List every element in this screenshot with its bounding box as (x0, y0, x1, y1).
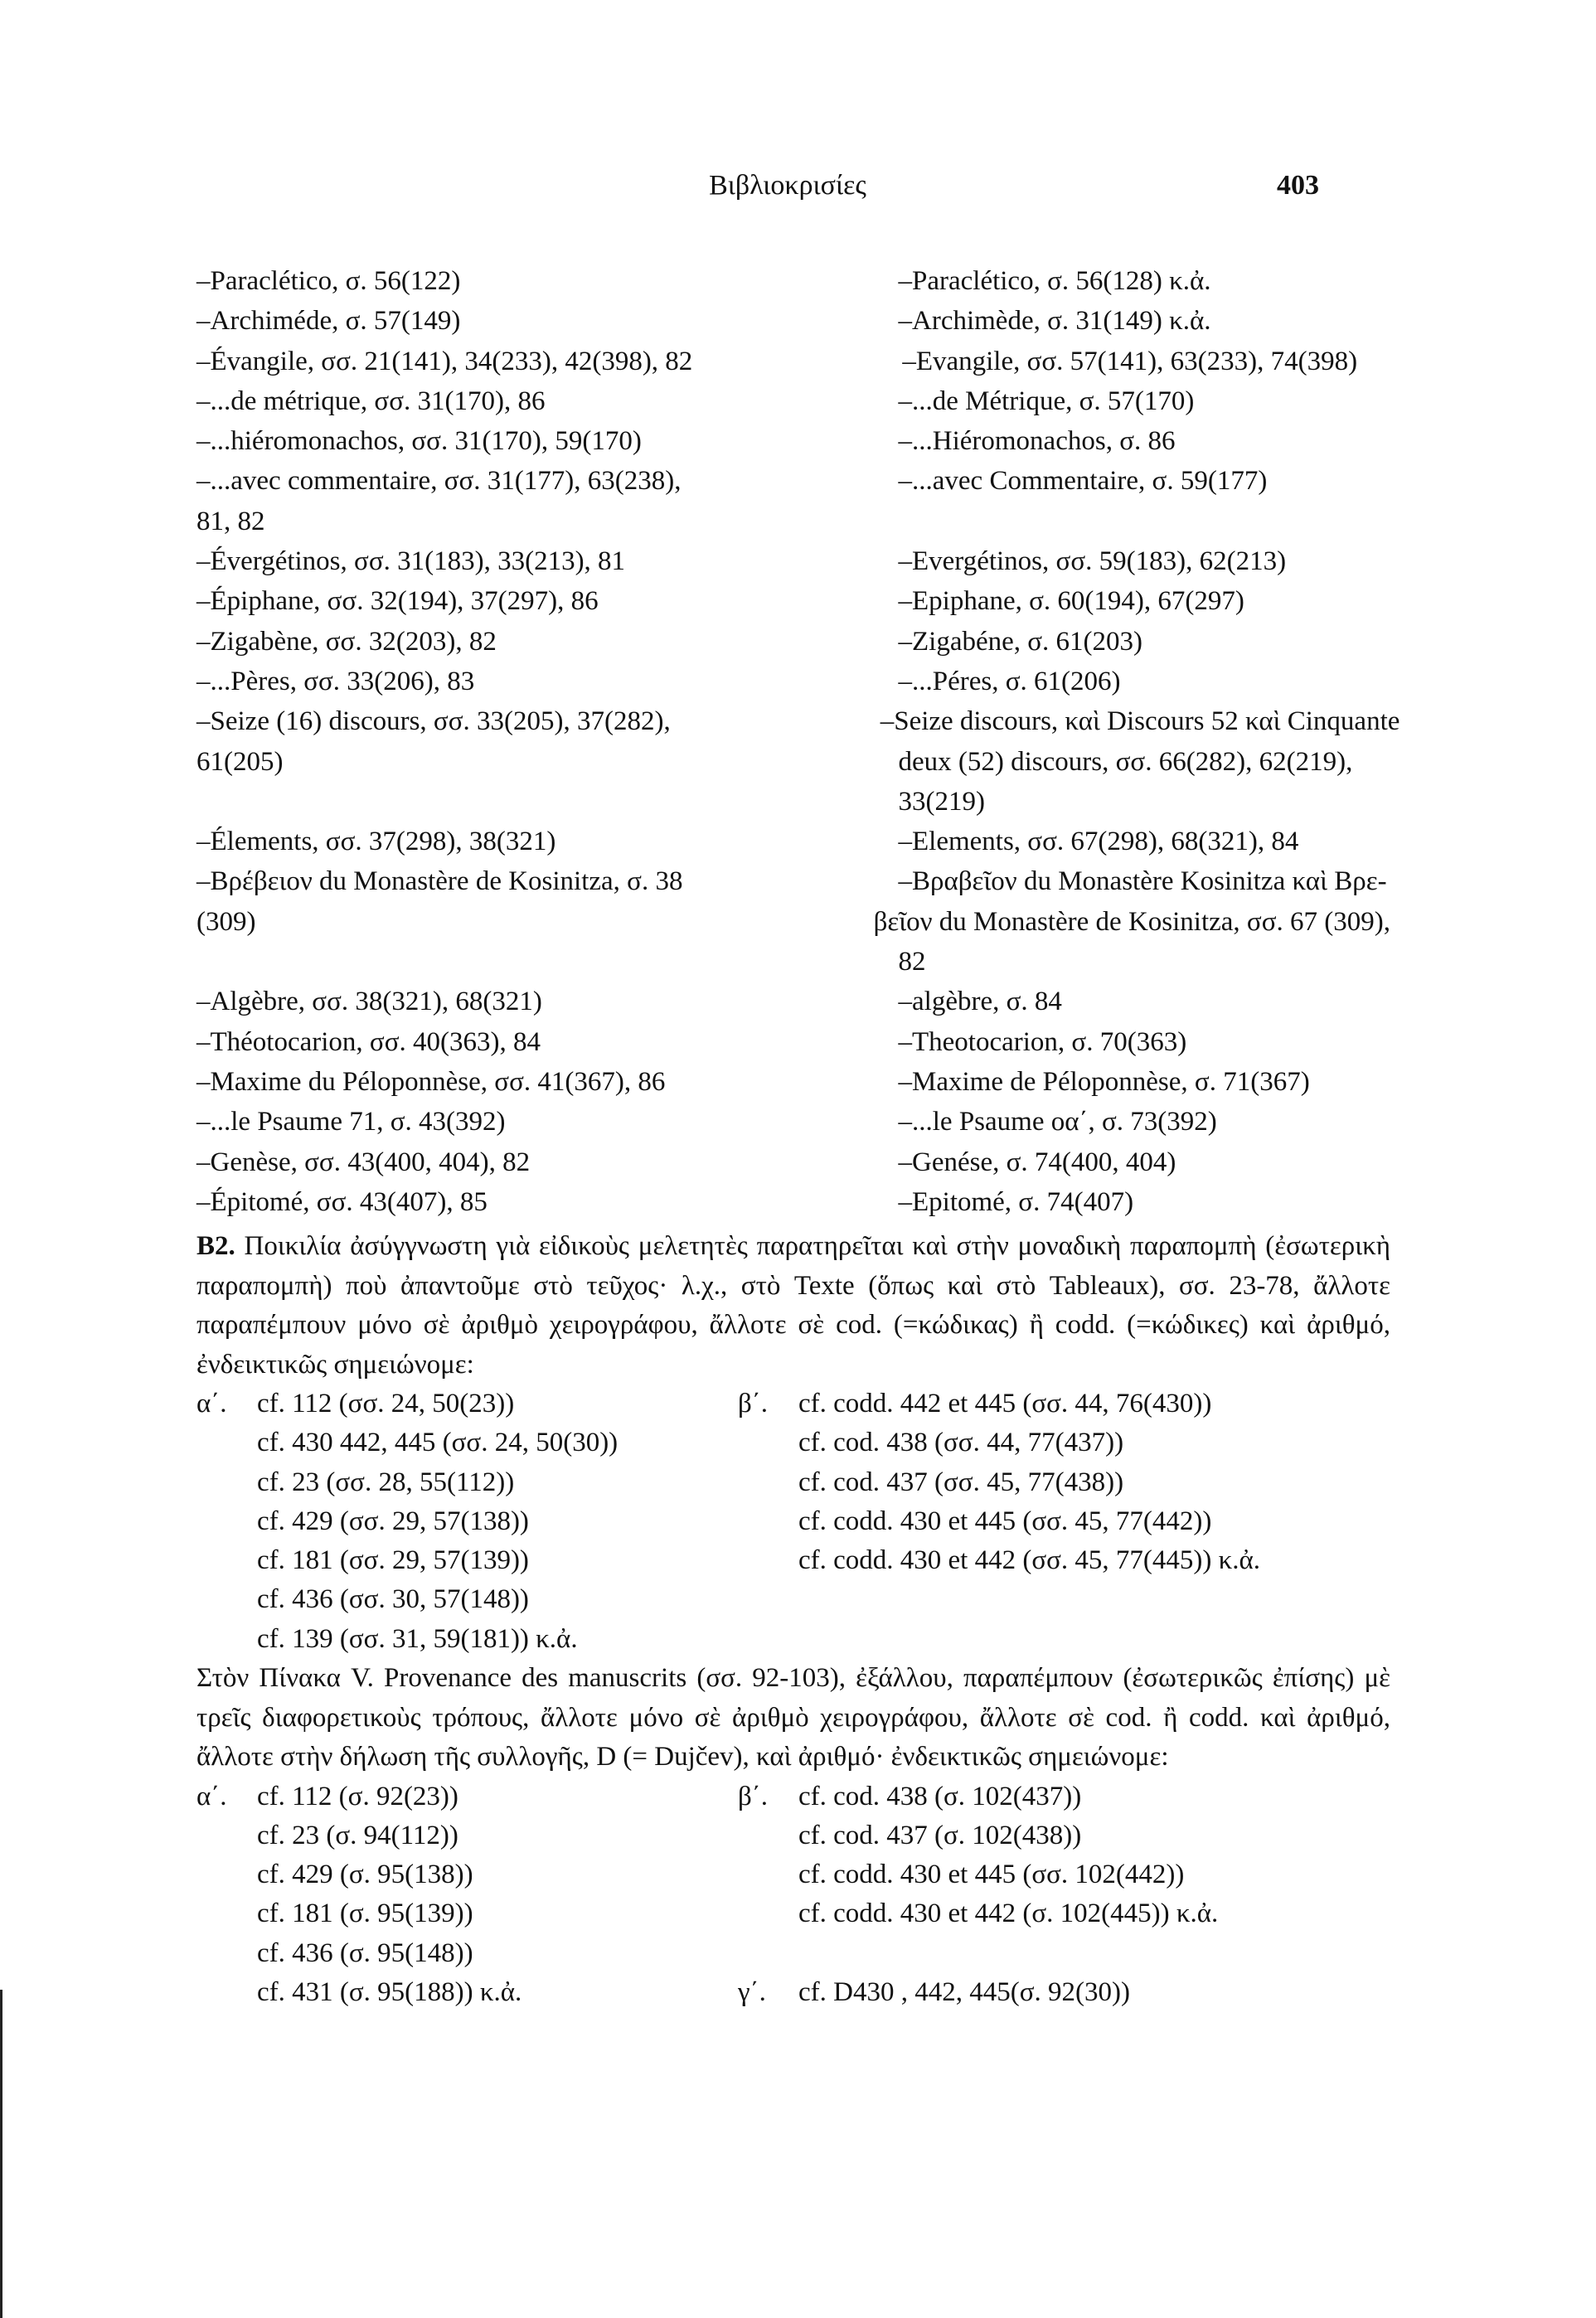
ref-b: cf. cod. 438 (σσ. 44, 77(437)) (798, 1428, 1124, 1458)
right-entry: deux (52) discours, σσ. 66(282), 62(219), (898, 746, 1353, 777)
list-item (196, 1463, 1390, 1502)
table-row (196, 701, 1400, 741)
left-entry: –Paraclético, σ. 56(122) (196, 266, 461, 296)
ref-a: cf. 429 (σσ. 29, 57(138)) (257, 1506, 529, 1536)
right-entry: 82 (898, 947, 926, 977)
ref-b: cf. cod. 438 (σ. 102(437)) (798, 1781, 1082, 1811)
ref-a: cf. 430 442, 445 (σσ. 24, 50(30)) (257, 1428, 619, 1458)
ref-a: cf. 23 (σσ. 28, 55(112)) (257, 1467, 515, 1497)
pinax-reference-list (196, 1777, 1390, 2013)
ref-b (798, 1620, 1379, 1659)
left-entry (196, 942, 689, 982)
left-entry: –Zigabène, σσ. 32(203), 82 (196, 626, 497, 657)
ref-a: cf. 23 (σ. 94(112)) (257, 1820, 458, 1850)
ref-b: cf. codd. 430 et 442 (σσ. 45, 77(445)) κ.ἀ. (798, 1545, 1261, 1576)
table-row (196, 662, 1390, 701)
right-entry (899, 502, 1391, 541)
b2-reference-list (196, 1384, 1390, 1659)
table-row (196, 782, 1390, 822)
table-row (196, 342, 1390, 381)
list-item (196, 1620, 1390, 1659)
table-row (196, 622, 1390, 662)
list-marker-alpha: α΄. (196, 1389, 227, 1418)
list-item (196, 1777, 1390, 1816)
left-entry: –Seize (16) discours, σσ. 33(205), 37(282), (196, 706, 671, 737)
ref-a: cf. 436 (σ. 95(148)) (257, 1937, 473, 1968)
page-number: 403 (1277, 170, 1319, 201)
table-row (196, 1142, 1390, 1182)
ref-b: cf. codd. 442 et 445 (σσ. 44, 76(430)) (798, 1389, 1212, 1418)
comparison-columns (196, 261, 1400, 1222)
ref-a: cf. 139 (σσ. 31, 59(181)) κ.ἀ. (257, 1623, 578, 1654)
running-title: Βιβλιοκρισίες (709, 170, 866, 201)
right-entry: –Evangile, σσ. 57(141), 63(233), 74(398) (902, 346, 1358, 376)
right-entry: –Βραβεῖον du Monastère Kosinitza καὶ Βρε- (898, 866, 1387, 897)
ref-a: cf. 181 (σσ. 29, 57(139)) (257, 1545, 529, 1576)
list-marker-beta: β΄. (738, 1389, 769, 1418)
left-entry: –Épitomé, σσ. 43(407), 85 (196, 1186, 488, 1217)
table-row (196, 261, 1390, 301)
table-row (196, 1022, 1390, 1062)
table-row (196, 861, 1390, 901)
list-item (196, 1973, 1390, 2012)
section-b2 (196, 1227, 1390, 2012)
left-entry (196, 782, 689, 822)
table-row (196, 581, 1390, 621)
left-entry: –Βρέβειον du Monastère de Kosinitza, σ. 38 (196, 866, 683, 897)
right-entry: βεῖον du Monastère de Kosinitza, σσ. 67 (309), (873, 906, 1390, 937)
left-entry: –Évangile, σσ. 21(141), 34(233), 42(398), 82 (196, 346, 693, 376)
table-row (196, 742, 1390, 782)
right-entry: –Seize discours, καὶ Discours 52 καὶ Cinquante (880, 706, 1400, 737)
ref-b: cf. codd. 430 et 445 (σσ. 45, 77(442)) (798, 1506, 1212, 1536)
ref-b: cf. codd. 430 et 442 (σ. 102(445)) κ.ἀ. (798, 1899, 1219, 1929)
right-entry: 33(219) (898, 786, 985, 817)
table-row (196, 301, 1390, 341)
right-entry: –Paraclético, σ. 56(128) κ.ἀ. (898, 266, 1211, 296)
ref-a: cf. 112 (σσ. 24, 50(23)) (257, 1389, 515, 1418)
left-entry: –Théotocarion, σσ. 40(363), 84 (196, 1026, 541, 1057)
list-item (196, 1855, 1390, 1894)
left-entry: (309) (196, 906, 256, 937)
ref-b (798, 1934, 1379, 1973)
list-marker-gamma: γ΄. (738, 1977, 766, 2008)
left-entry: –...de métrique, σσ. 31(170), 86 (196, 386, 546, 416)
right-entry: –algèbre, σ. 84 (898, 987, 1062, 1017)
ref-b (798, 1580, 1379, 1619)
table-row (196, 942, 1390, 982)
left-entry: –...avec commentaire, σσ. 31(177), 63(238), (196, 466, 682, 497)
left-entry: –Archiméde, σ. 57(149) (196, 306, 461, 337)
table-row (196, 461, 1390, 501)
right-entry: –Archimède, σ. 31(149) κ.ἀ. (898, 306, 1211, 337)
b2-text: Ποικιλία ἀσύγγνωστη γιὰ εἰδικοὺς μελετητὲς παρατηρεῖται καὶ στὴν μοναδικὴ παραπομπὴ (ἐσωτερικὴ παραπομπὴ) ποὺ ἀπαντοῦμε στὸ τεῦχος· λ.χ., στὸ Texte (ὅπως καὶ στὸ Tableaux), σσ. 23-78, ἄλλοτε παραπέμπουν μόνο σὲ ἀριθμὸ χειρογράφου, ἄλλοτε σὲ cod. (=κώδικας) ἢ codd. (=κώδικες) καὶ ἀριθμό, ἐνδεικτικῶς σημειώνομε: (196, 1231, 1390, 1380)
right-entry: –Epitomé, σ. 74(407) (898, 1186, 1134, 1217)
table-row (196, 1102, 1390, 1142)
table-row (196, 822, 1390, 861)
right-entry: –...avec Commentaire, σ. 59(177) (898, 466, 1268, 497)
list-marker-beta: β΄. (738, 1781, 769, 1811)
table-row (196, 541, 1390, 581)
table-row (196, 1062, 1390, 1102)
pinax-paragraph: Στὸν Πίνακα V. Provenance des manuscrits (σσ. 92-103), ἐξάλλου, παραπέμπουν (ἐσωτερικῶς ἐπίσης) μὲ τρεῖς διαφορετικοὺς τρόπους, ἄλλοτε μόνο σὲ ἀριθμὸ χειρογράφου, ἄλλοτε σὲ cod. ἢ codd. καὶ ἀριθμό, ἄλλοτε στὴν δήλωση τῆς συλλογῆς, D (= Dujčev), καὶ ἀριθμό· ἐνδεικτικῶς σημειώνομε: (196, 1663, 1390, 1772)
left-entry: –...hiéromonachos, σσ. 31(170), 59(170) (196, 426, 642, 457)
right-entry: –Evergétinos, σσ. 59(183), 62(213) (898, 546, 1287, 577)
ref-b: cf. cod. 437 (σσ. 45, 77(438)) (798, 1467, 1124, 1497)
table-row (196, 982, 1390, 1021)
left-entry: –Maxime du Péloponnèse, σσ. 41(367), 86 (196, 1066, 666, 1097)
table-row (196, 421, 1390, 461)
table-row (196, 902, 1390, 942)
list-item (196, 1934, 1390, 1973)
left-entry: –Épiphane, σσ. 32(194), 37(297), 86 (196, 586, 599, 617)
table-row (196, 1182, 1390, 1222)
ref-a: cf. 436 (σσ. 30, 57(148)) (257, 1584, 529, 1615)
ref-b: cf. codd. 430 et 445 (σσ. 102(442)) (798, 1860, 1185, 1890)
left-entry: –Élements, σσ. 37(298), 38(321) (196, 827, 556, 857)
list-item (196, 1423, 1390, 1462)
right-entry: –Epiphane, σ. 60(194), 67(297) (898, 586, 1244, 617)
left-entry: –Genèse, σσ. 43(400, 404), 82 (196, 1147, 531, 1177)
list-item (196, 1816, 1390, 1855)
ref-a: cf. 431 (σ. 95(188)) κ.ἀ. (257, 1977, 522, 2008)
b2-label: B2. (196, 1231, 235, 1261)
right-entry: –...Péres, σ. 61(206) (898, 666, 1121, 696)
right-entry: –...de Métrique, σ. 57(170) (898, 386, 1195, 416)
ref-a: cf. 112 (σ. 92(23)) (257, 1781, 458, 1811)
list-item (196, 1580, 1390, 1619)
right-entry: –Theotocarion, σ. 70(363) (898, 1026, 1187, 1057)
list-marker-alpha: α΄. (196, 1781, 227, 1811)
ref-a: cf. 429 (σ. 95(138)) (257, 1860, 473, 1890)
left-entry: –Algèbre, σσ. 38(321), 68(321) (196, 987, 542, 1017)
left-entry: 81, 82 (196, 506, 265, 536)
ref-c: cf. D430 , 442, 445(σ. 92(30)) (798, 1977, 1130, 2008)
right-entry: –Elements, σσ. 67(298), 68(321), 84 (898, 827, 1299, 857)
left-entry: –Évergétinos, σσ. 31(183), 33(213), 81 (196, 546, 626, 577)
right-entry: –...le Psaume οα΄, σ. 73(392) (898, 1107, 1217, 1137)
right-entry: –...Hiéromonachos, σ. 86 (898, 426, 1176, 457)
scan-edge-line (0, 1990, 2, 2318)
left-entry: –...le Psaume 71, σ. 43(392) (196, 1107, 506, 1137)
right-entry: –Zigabéne, σ. 61(203) (898, 626, 1143, 657)
ref-b: cf. cod. 437 (σ. 102(438)) (798, 1820, 1082, 1850)
right-entry: –Maxime de Péloponnèse, σ. 71(367) (898, 1066, 1310, 1097)
list-item (196, 1541, 1390, 1580)
table-row (196, 381, 1390, 421)
left-entry: –...Pères, σσ. 33(206), 83 (196, 666, 475, 696)
b2-paragraph (196, 1227, 1390, 1384)
list-item (196, 1894, 1390, 1933)
list-item (196, 1502, 1390, 1541)
right-entry: –Genése, σ. 74(400, 404) (898, 1147, 1176, 1177)
table-row (196, 502, 1390, 541)
ref-a: cf. 181 (σ. 95(139)) (257, 1899, 473, 1929)
list-item (196, 1384, 1390, 1423)
left-entry: 61(205) (196, 746, 284, 777)
